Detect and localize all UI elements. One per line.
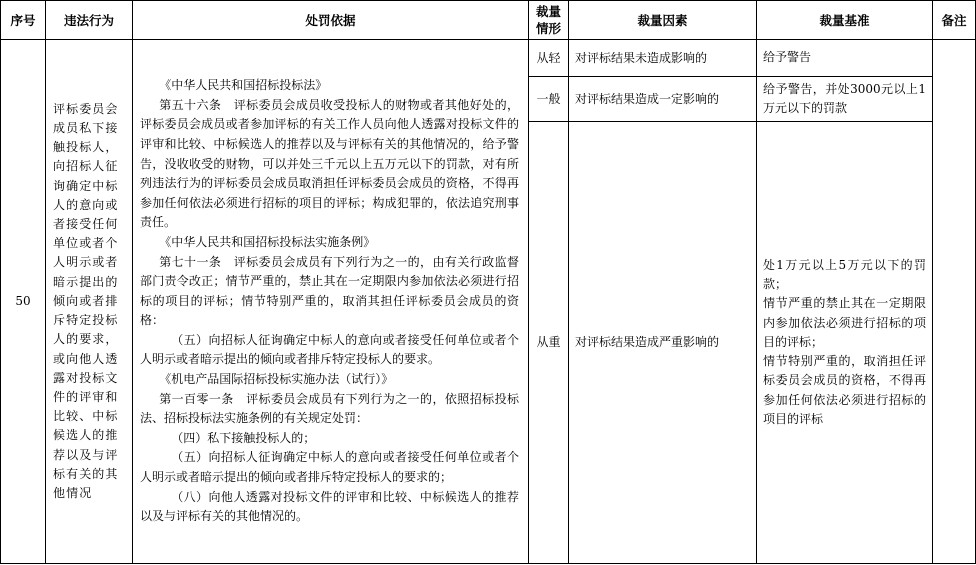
law-title-3: 《机电产品国际招标投标实施办法（试行）》: [159, 372, 394, 387]
standard-heavy: [757, 122, 933, 564]
row-note: [933, 40, 976, 564]
standard-heavy-line-3: 情节特别严重的，取消担任评标委员会成员的资格，不得再参加任何依法必须进行招标的项目的评标: [763, 354, 926, 426]
header-violation: 违法行为: [46, 1, 133, 40]
level-general: 一般: [529, 77, 569, 122]
law-title-2: 《中华人民共和国招标投标法实施条例》: [159, 234, 376, 249]
standard-heavy-line-1: 处1万元以上5万元以下的罚款；: [763, 258, 926, 292]
standard-general: [757, 77, 933, 122]
article-71: 第七十一条 评标委员会成员有下列行为之一的，由有关行政监督部门责令改正；情节严重的，禁止其在一定期限内参加依法必须进行招标的项目的评标；情节特别严重的，取消其担任评标委员会成员的资格：: [140, 254, 519, 328]
factor-light: 对评标结果未造成影响的: [569, 40, 757, 77]
factor-heavy: 对评标结果造成严重影响的: [569, 122, 757, 564]
standard-general-line: 给予警告，并处3000元以上1万元以下的罚款: [763, 81, 926, 115]
article-71-item-5: （五）向招标人征询确定中标人的意向或者接受任何单位或者个人明示或者暗示提出的倾向或者排斥特定投标人的要求。: [140, 332, 519, 367]
header-level-line1: 裁量: [535, 4, 561, 19]
table-header-row: [1, 1, 976, 40]
article-56: 第五十六条 评标委员会成员收受投标人的财物或者其他好处的，评标委员会成员或者参加评标的有关工作人员向他人透露对投标文件的评审和比较、中标候选人的推荐以及与评标有关的其他情况的，给予警告，没收收受的财物，可以并处三千元以上五万元以下的罚款，对有所列违法行为的评标委员会成员取消担任评标委员会成员的资格，不得再参加任何依法必须进行招标的项目的评标；构成犯罪的，依法追究刑事责任。: [140, 97, 519, 230]
header-seq: 序号: [1, 1, 46, 40]
law-title-1: 《中华人民共和国招标投标法》: [159, 78, 328, 93]
level-heavy: 从重: [529, 122, 569, 564]
table-row: [1, 40, 976, 77]
factor-general: 对评标结果造成一定影响的: [569, 77, 757, 122]
level-light: 从轻: [529, 40, 569, 77]
header-level: [529, 1, 569, 40]
article-101: 第一百零一条 评标委员会成员有下列行为之一的，依照招标投标法、招标投标法实施条例的有关规定处罚：: [140, 391, 519, 426]
header-level-line2: 情形: [535, 21, 561, 36]
row-basis: [133, 40, 529, 564]
article-101-item-4: （四）私下接触投标人的；: [171, 430, 316, 445]
header-standard: 裁量基准: [757, 1, 933, 40]
row-violation: 评标委员会成员私下接触投标人，向招标人征询确定中标人的意向或者接受任何单位或者个人明示或者暗示提出的倾向或者排斥特定投标人的要求，或向他人透露对投标文件的评审和比较、中标候选人的推荐以及与评标有关的其他情况: [46, 40, 133, 564]
header-note: 备注: [933, 1, 976, 40]
standard-light-line: 给予警告: [763, 50, 812, 65]
article-101-item-5: （五）向招标人征询确定中标人的意向或者接受任何单位或者个人明示或者暗示提出的倾向或者排斥特定投标人的要求的；: [140, 450, 519, 485]
article-101-item-8: （八）向他人透露对投标文件的评审和比较、中标候选人的推荐以及与评标有关的其他情况的。: [140, 489, 519, 524]
row-seq: 50: [1, 40, 46, 564]
header-basis: 处罚依据: [133, 1, 529, 40]
standard-light: [757, 40, 933, 77]
standard-heavy-line-2: 情节严重的禁止其在一定期限内参加依法必须进行招标的项目的评标；: [763, 296, 926, 349]
header-factor: 裁量因素: [569, 1, 757, 40]
